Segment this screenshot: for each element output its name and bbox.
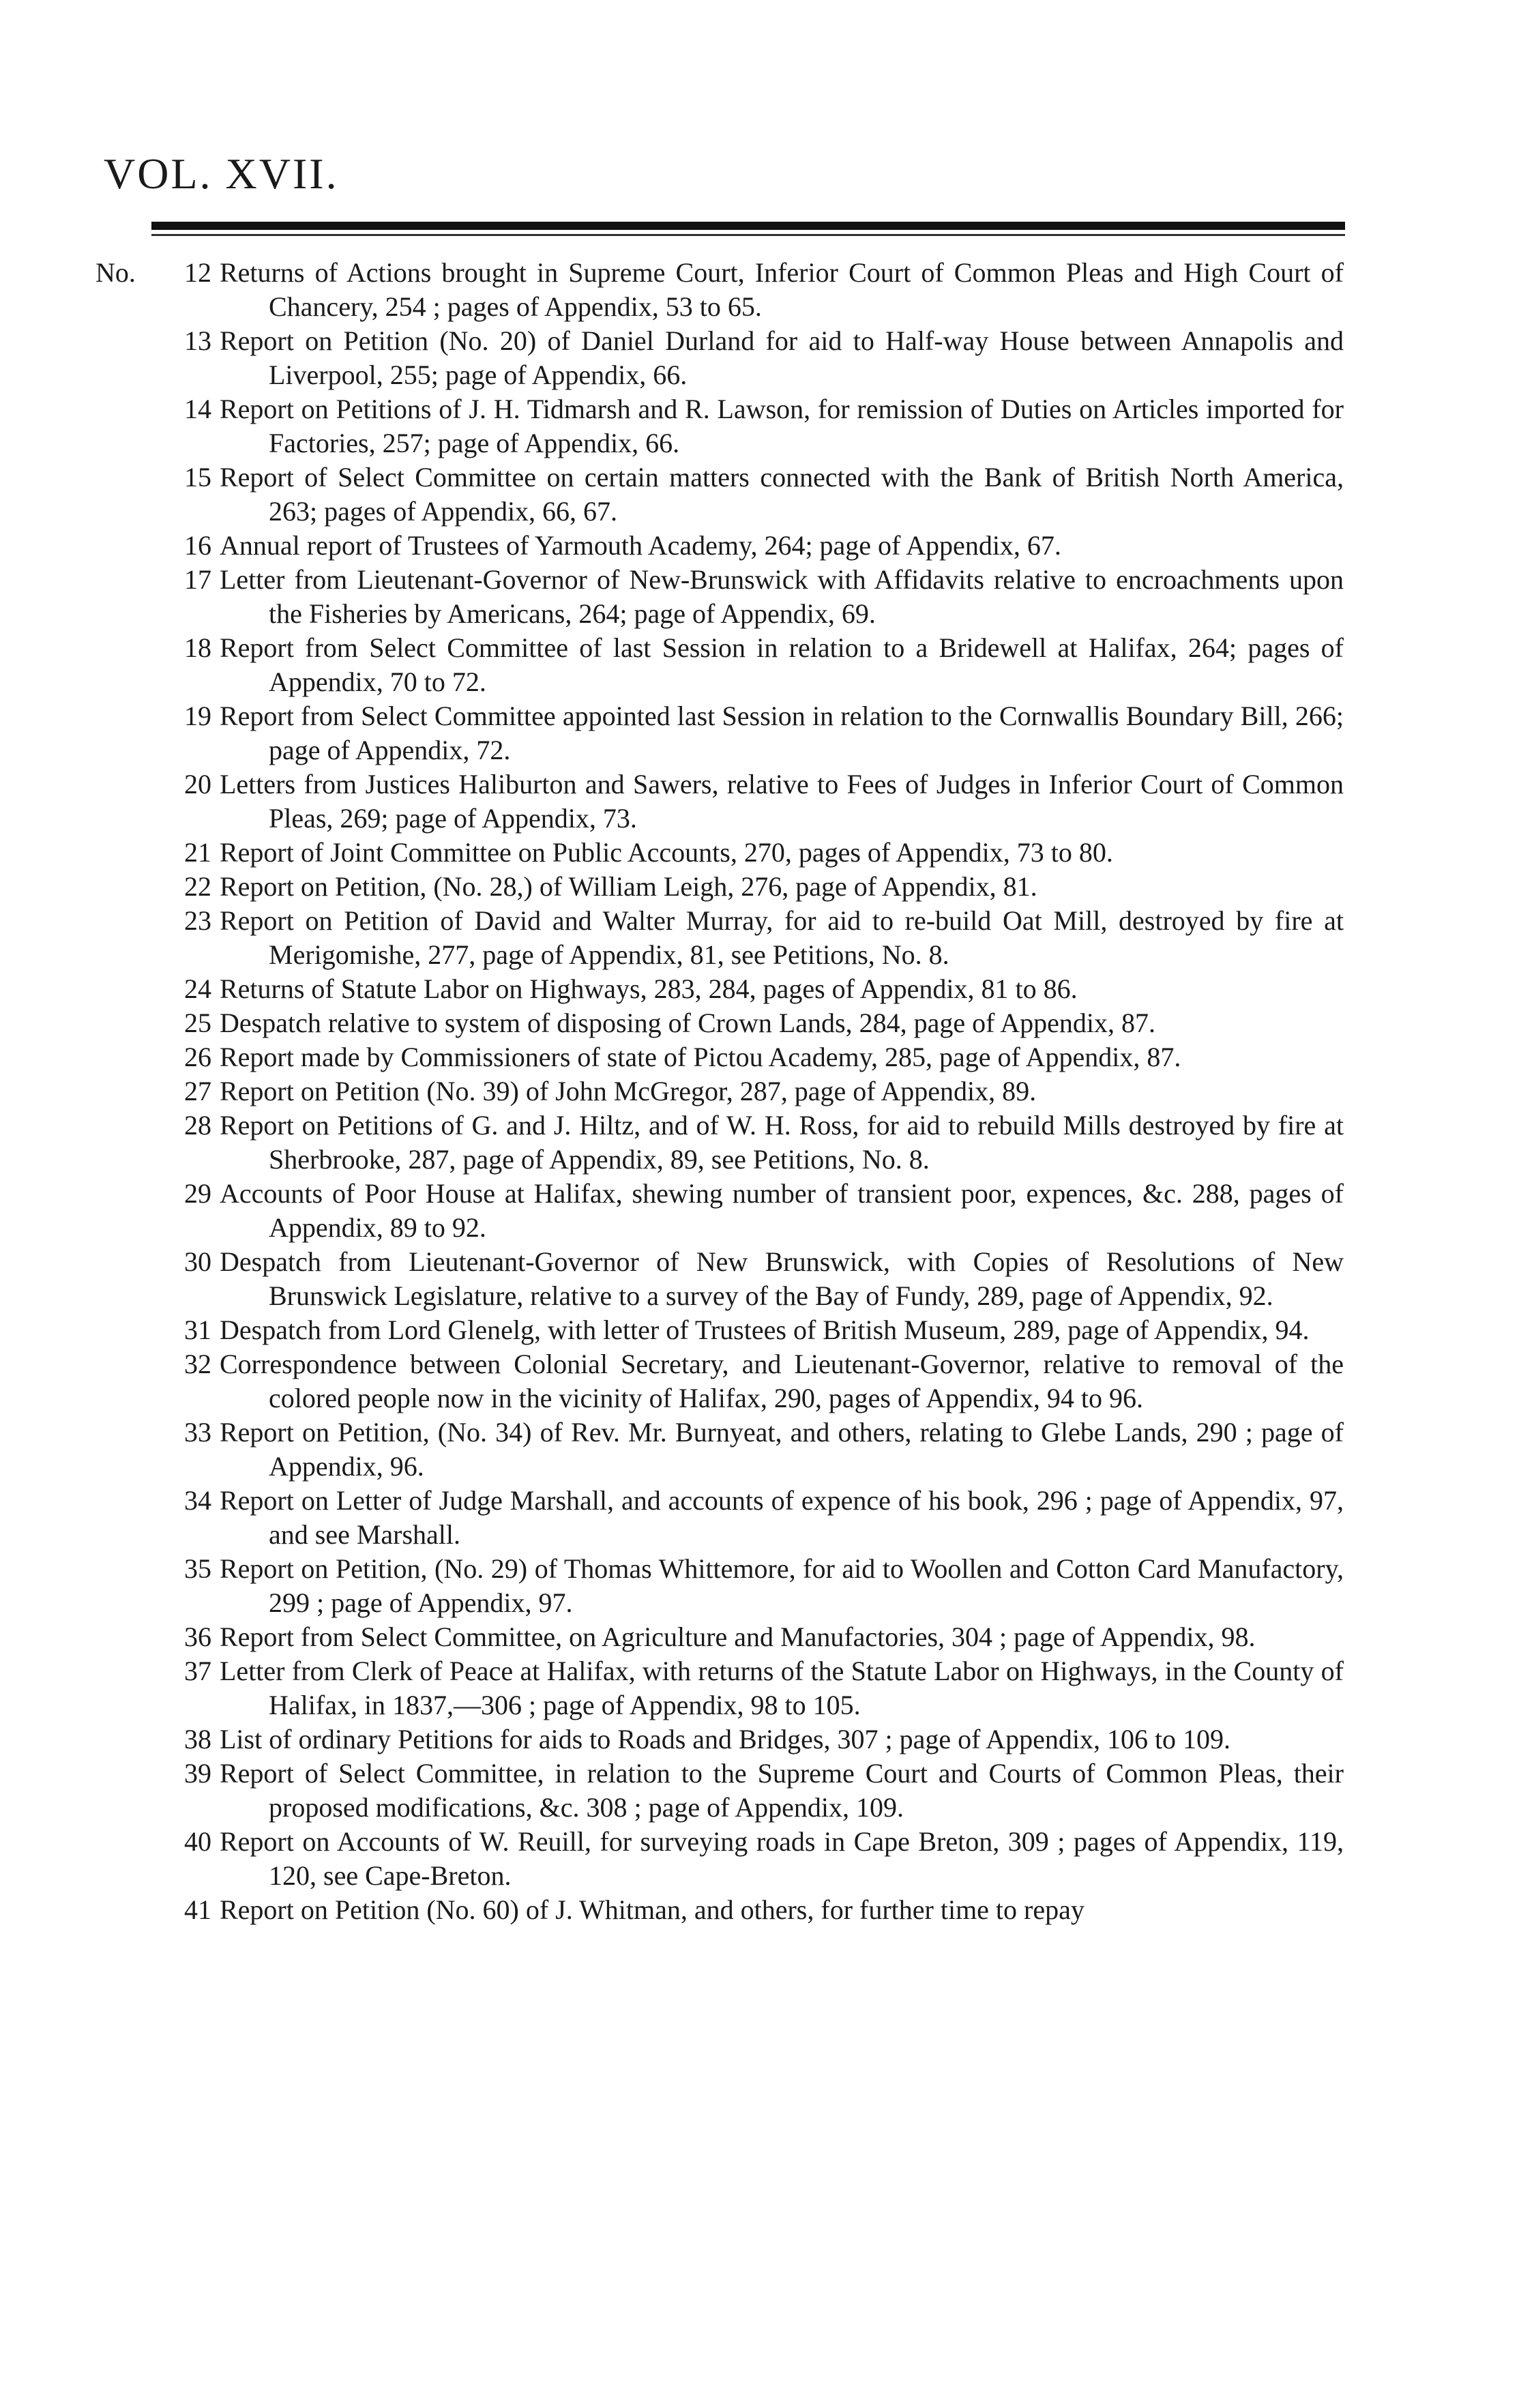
entry-number: 12 [184,257,211,288]
entry-label [95,1006,218,1040]
entry-text: Report on Petition (No. 60) of J. Whitman, and others, for further time to repay [220,1894,1085,1925]
entry-label [95,904,218,938]
list-item [95,1722,1344,1757]
entry-label [95,1654,218,1688]
entry-number: 19 [184,701,211,731]
entry-label [95,972,218,1006]
list-item [95,836,1344,870]
entry-label [95,392,218,426]
entry-text: Report of Select Committee, in relation to the Supreme Court and Courts of Common Pleas, their proposed modifications, &c. 308 ; page of Appendix, 109. [220,1758,1344,1823]
list-item [95,767,1344,836]
list-item [95,1347,1344,1415]
entry-text: Report from Select Committee, on Agriculture and Manufactories, 304 ; page of Appendix, 98. [220,1621,1256,1652]
entry-label [95,563,218,597]
list-item [95,1893,1344,1927]
list-item [95,460,1344,529]
entry-label [95,1040,218,1074]
header-rule-thick [151,222,1345,230]
entry-number: 37 [184,1656,211,1686]
entry-number: 17 [184,564,211,595]
list-item [95,1006,1344,1040]
list-item [95,563,1344,631]
entry-text: Despatch relative to system of disposing of Crown Lands, 284, page of Appendix, 87. [220,1008,1155,1038]
entry-number: 31 [184,1315,211,1345]
entry-text: Letter from Lieutenant-Governor of New-Brunswick with Affidavits relative to encroachments upon the Fisheries by Americans, 264; page of Appendix, 69. [220,564,1344,629]
entry-number: 14 [184,394,211,424]
entry-text: Correspondence between Colonial Secretary, and Lieutenant-Governor, relative to removal of the colored people now in the vicinity of Halifax, 290, pages of Appendix, 94 to 96. [220,1349,1344,1413]
entry-text: Letter from Clerk of Peace at Halifax, with returns of the Statute Labor on Highways, in the County of Halifax, in 1837,—306 ; page of Appendix, 98 to 105. [220,1656,1344,1720]
entry-label [95,699,218,733]
entry-label [95,529,218,563]
list-item [95,1245,1344,1313]
entry-number: 36 [184,1621,211,1652]
entry-number: 24 [184,973,211,1004]
entry-text: Returns of Actions brought in Supreme Court, Inferior Court of Common Pleas and High Court of Chancery, 254 ; pages of Appendix, 53 to 65. [220,257,1344,322]
entry-label [95,1484,218,1518]
list-item [95,1415,1344,1484]
number-prefix: No. [95,257,136,288]
entry-label [95,1415,218,1450]
entry-text: Report on Petition, (No. 29) of Thomas Whittemore, for aid to Woollen and Cotton Card Manufactory, 299 ; page of Appendix, 97. [220,1553,1344,1618]
entry-number: 28 [184,1110,211,1141]
entry-number: 21 [184,837,211,868]
entry-number: 41 [184,1894,211,1925]
entry-text: Report on Petitions of J. H. Tidmarsh and R. Lawson, for remission of Duties on Articles imported for Factories, 257; page of Appendix, 66. [220,394,1344,458]
entry-number: 27 [184,1076,211,1106]
list-item [95,1825,1344,1893]
entry-text: Report made by Commissioners of state of Pictou Academy, 285, page of Appendix, 87. [220,1042,1181,1072]
entry-label [95,836,218,870]
list-item [95,1552,1344,1620]
entry-number: 35 [184,1553,211,1584]
entry-label [95,1347,218,1381]
entry-text: Report from Select Committee appointed last Session in relation to the Cornwallis Boundary Bill, 266; page of Appendix, 72. [220,701,1344,765]
list-item [95,972,1344,1006]
list-item [95,870,1344,904]
entry-label [95,1552,218,1586]
entry-label [95,631,218,665]
entry-number: 34 [184,1485,211,1516]
entry-label [95,1074,218,1108]
entry-label [95,256,218,290]
list-item [95,1757,1344,1825]
entry-text: Report on Petition (No. 20) of Daniel Durland for aid to Half-way House between Annapolis and Liverpool, 255; page of Appendix, 66. [220,325,1344,390]
entry-label [95,1620,218,1654]
entry-number: 32 [184,1349,211,1379]
entry-label [95,870,218,904]
entry-label [95,1245,218,1279]
list-item [95,1074,1344,1108]
entry-text: Letters from Justices Haliburton and Sawers, relative to Fees of Judges in Inferior Court of Common Pleas, 269; page of Appendix, 73. [220,769,1344,834]
entry-number: 13 [184,325,211,356]
list-item [95,699,1344,767]
entry-text: Report on Petition, (No. 28,) of William Leigh, 276, page of Appendix, 81. [220,871,1037,902]
entry-text: List of ordinary Petitions for aids to Roads and Bridges, 307 ; page of Appendix, 106 to 109. [220,1724,1231,1754]
entry-number: 29 [184,1178,211,1209]
entry-label [95,767,218,802]
entry-text: Report from Select Committee of last Session in relation to a Bridewell at Halifax, 264; pages of Appendix, 70 to 72. [220,632,1344,697]
entry-text: Annual report of Trustees of Yarmouth Academy, 264; page of Appendix, 67. [220,530,1061,561]
entry-label [95,1757,218,1791]
entry-number: 23 [184,905,211,936]
entry-label [95,1177,218,1211]
entry-text: Despatch from Lord Glenelg, with letter of Trustees of British Museum, 289, page of Appendix, 94. [220,1315,1310,1345]
list-item [95,631,1344,699]
entry-text: Report of Select Committee on certain matters connected with the Bank of British North America, 263; pages of Appendix, 66, 67. [220,462,1344,527]
entry-label [95,1722,218,1757]
entry-number: 38 [184,1724,211,1754]
entry-label [95,1313,218,1347]
list-item [95,1177,1344,1245]
entry-number: 18 [184,632,211,663]
entry-number: 39 [184,1758,211,1789]
entry-text: Report on Letter of Judge Marshall, and accounts of expence of his book, 296 ; page of Appendix, 97, and see Marshall. [220,1485,1344,1550]
header-rule-thin [151,234,1345,236]
list-item [95,256,1344,324]
entry-number: 30 [184,1246,211,1277]
entry-number: 15 [184,462,211,493]
entry-number: 33 [184,1417,211,1448]
entry-label [95,1893,218,1927]
entry-text: Report on Petition, (No. 34) of Rev. Mr. Burnyeat, and others, relating to Glebe Lands, 290 ; page of Appendix, 96. [220,1417,1344,1482]
list-item [95,1040,1344,1074]
list-item [95,1313,1344,1347]
entry-label [95,1825,218,1859]
entry-number: 25 [184,1008,211,1038]
list-item [95,1654,1344,1722]
list-item [95,1108,1344,1177]
entry-label [95,324,218,358]
entry-text: Report on Petition of David and Walter Murray, for aid to re-build Oat Mill, destroyed by fire at Merigomishe, 277, page of Appendix, 81, see Petitions, No. 8. [220,905,1344,970]
entry-text: Report on Accounts of W. Reuill, for surveying roads in Cape Breton, 309 ; pages of Appendix, 119, 120, see Cape-Breton. [220,1826,1344,1891]
entry-number: 16 [184,530,211,561]
list-item [95,324,1344,392]
entry-text: Accounts of Poor House at Halifax, shewing number of transient poor, expences, &c. 288, pages of Appendix, 89 to 92. [220,1178,1344,1243]
entry-label [95,1108,218,1143]
entry-list [95,256,1344,1927]
entry-label [95,460,218,495]
list-item [95,529,1344,563]
entry-text: Report on Petition (No. 39) of John McGregor, 287, page of Appendix, 89. [220,1076,1037,1106]
entry-text: Returns of Statute Labor on Highways, 283, 284, pages of Appendix, 81 to 86. [220,973,1078,1004]
entry-number: 22 [184,871,211,902]
entry-text: Report on Petitions of G. and J. Hiltz, and of W. H. Ross, for aid to rebuild Mills destroyed by fire at Sherbrooke, 287, page of Appendix, 89, see Petitions, No. 8. [220,1110,1344,1175]
list-item [95,392,1344,460]
entry-number: 20 [184,769,211,799]
list-item [95,1484,1344,1552]
entry-number: 26 [184,1042,211,1072]
list-item [95,1620,1344,1654]
entry-number: 40 [184,1826,211,1857]
entry-text: Report of Joint Committee on Public Accounts, 270, pages of Appendix, 73 to 80. [220,837,1113,868]
entry-text: Despatch from Lieutenant-Governor of New Brunswick, with Copies of Resolutions of New Brunswick Legislature, relative to a survey of the Bay of Fundy, 289, page of Appendix, 92. [220,1246,1344,1311]
list-item [95,904,1344,972]
page-title: VOL. XVII. [104,149,339,198]
